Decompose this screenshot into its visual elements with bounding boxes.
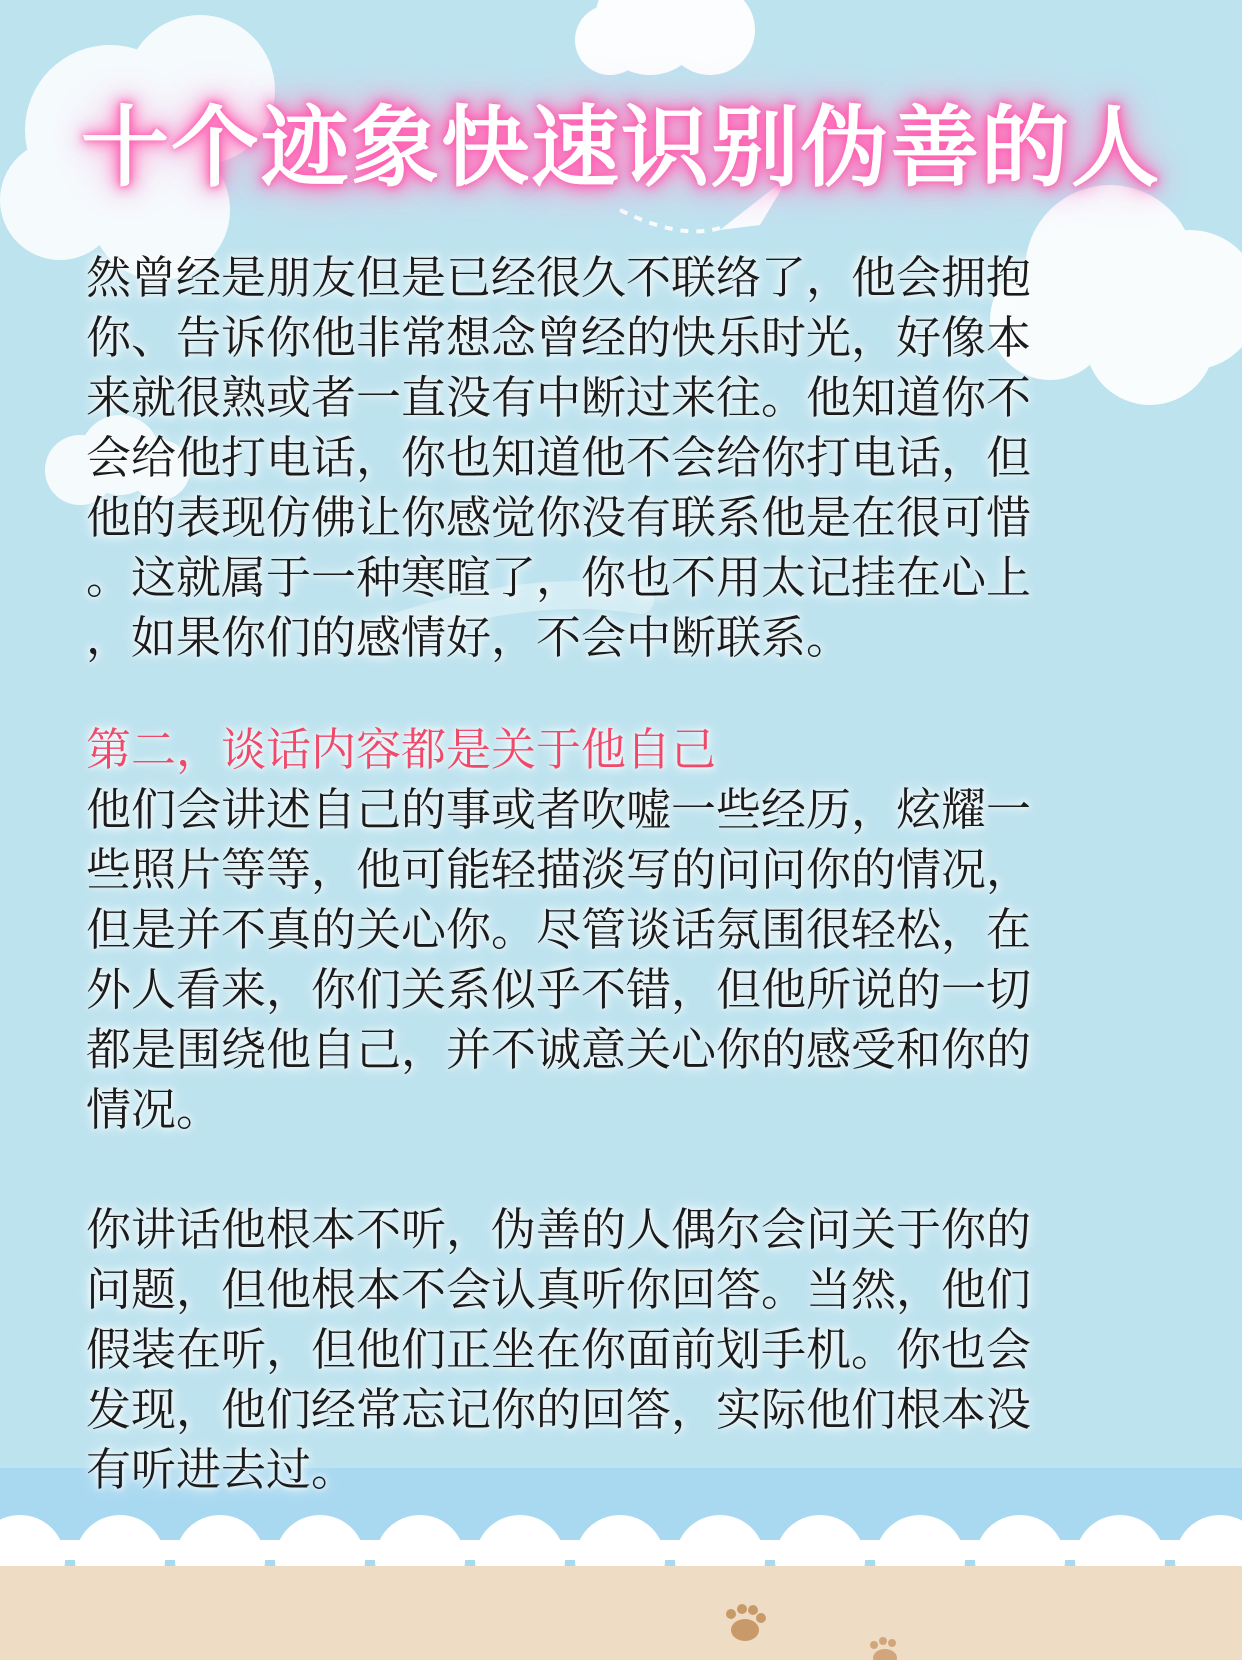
page-title: 十个迹象快速识别伪善的人 (80, 96, 1161, 199)
article-body (86, 248, 1166, 1500)
spacer (86, 1140, 1166, 1200)
cloud-icon (575, 0, 755, 75)
paragraph-2: 他们会讲述自己的事或者吹嘘一些经历，炫耀一 些照片等等，他可能轻描淡写的问问你的情况， 但是并不真的关心你。尽管谈话氛围很轻松，在 外人看来，你们关系似乎不错，但他所说的一切 都是围绕他自己，并不诚意关心你的感受和你的 情况。 (86, 783, 1032, 1136)
paragraph-3: 你讲话他根本不听，伪善的人偶尔会问关于你的 问题，但他根本不会认真听你回答。当然，他们 假装在听，但他们正坐在你面前划手机。你也会 发现，他们经常忘记你的回答，实际他们根本没 有听进去过。 (86, 1203, 1032, 1496)
section-heading-2: 第二，谈话内容都是关于他自己 (86, 723, 717, 776)
paragraph-1: 然曾经是朋友但是已经很久不联络了，他会拥抱 你、告诉你他非常想念曾经的快乐时光，好像本 来就很熟或者一直没有中断过来往。他知道你不 会给他打电话，你也知道他不会给你打电话，但 他的表现仿佛让你感觉你没有联系他是在很可惜 。这就属于一种寒暄了，你也不用太记挂在心上 ，如果你们的感情好，不会中断联系。 (86, 251, 1032, 664)
